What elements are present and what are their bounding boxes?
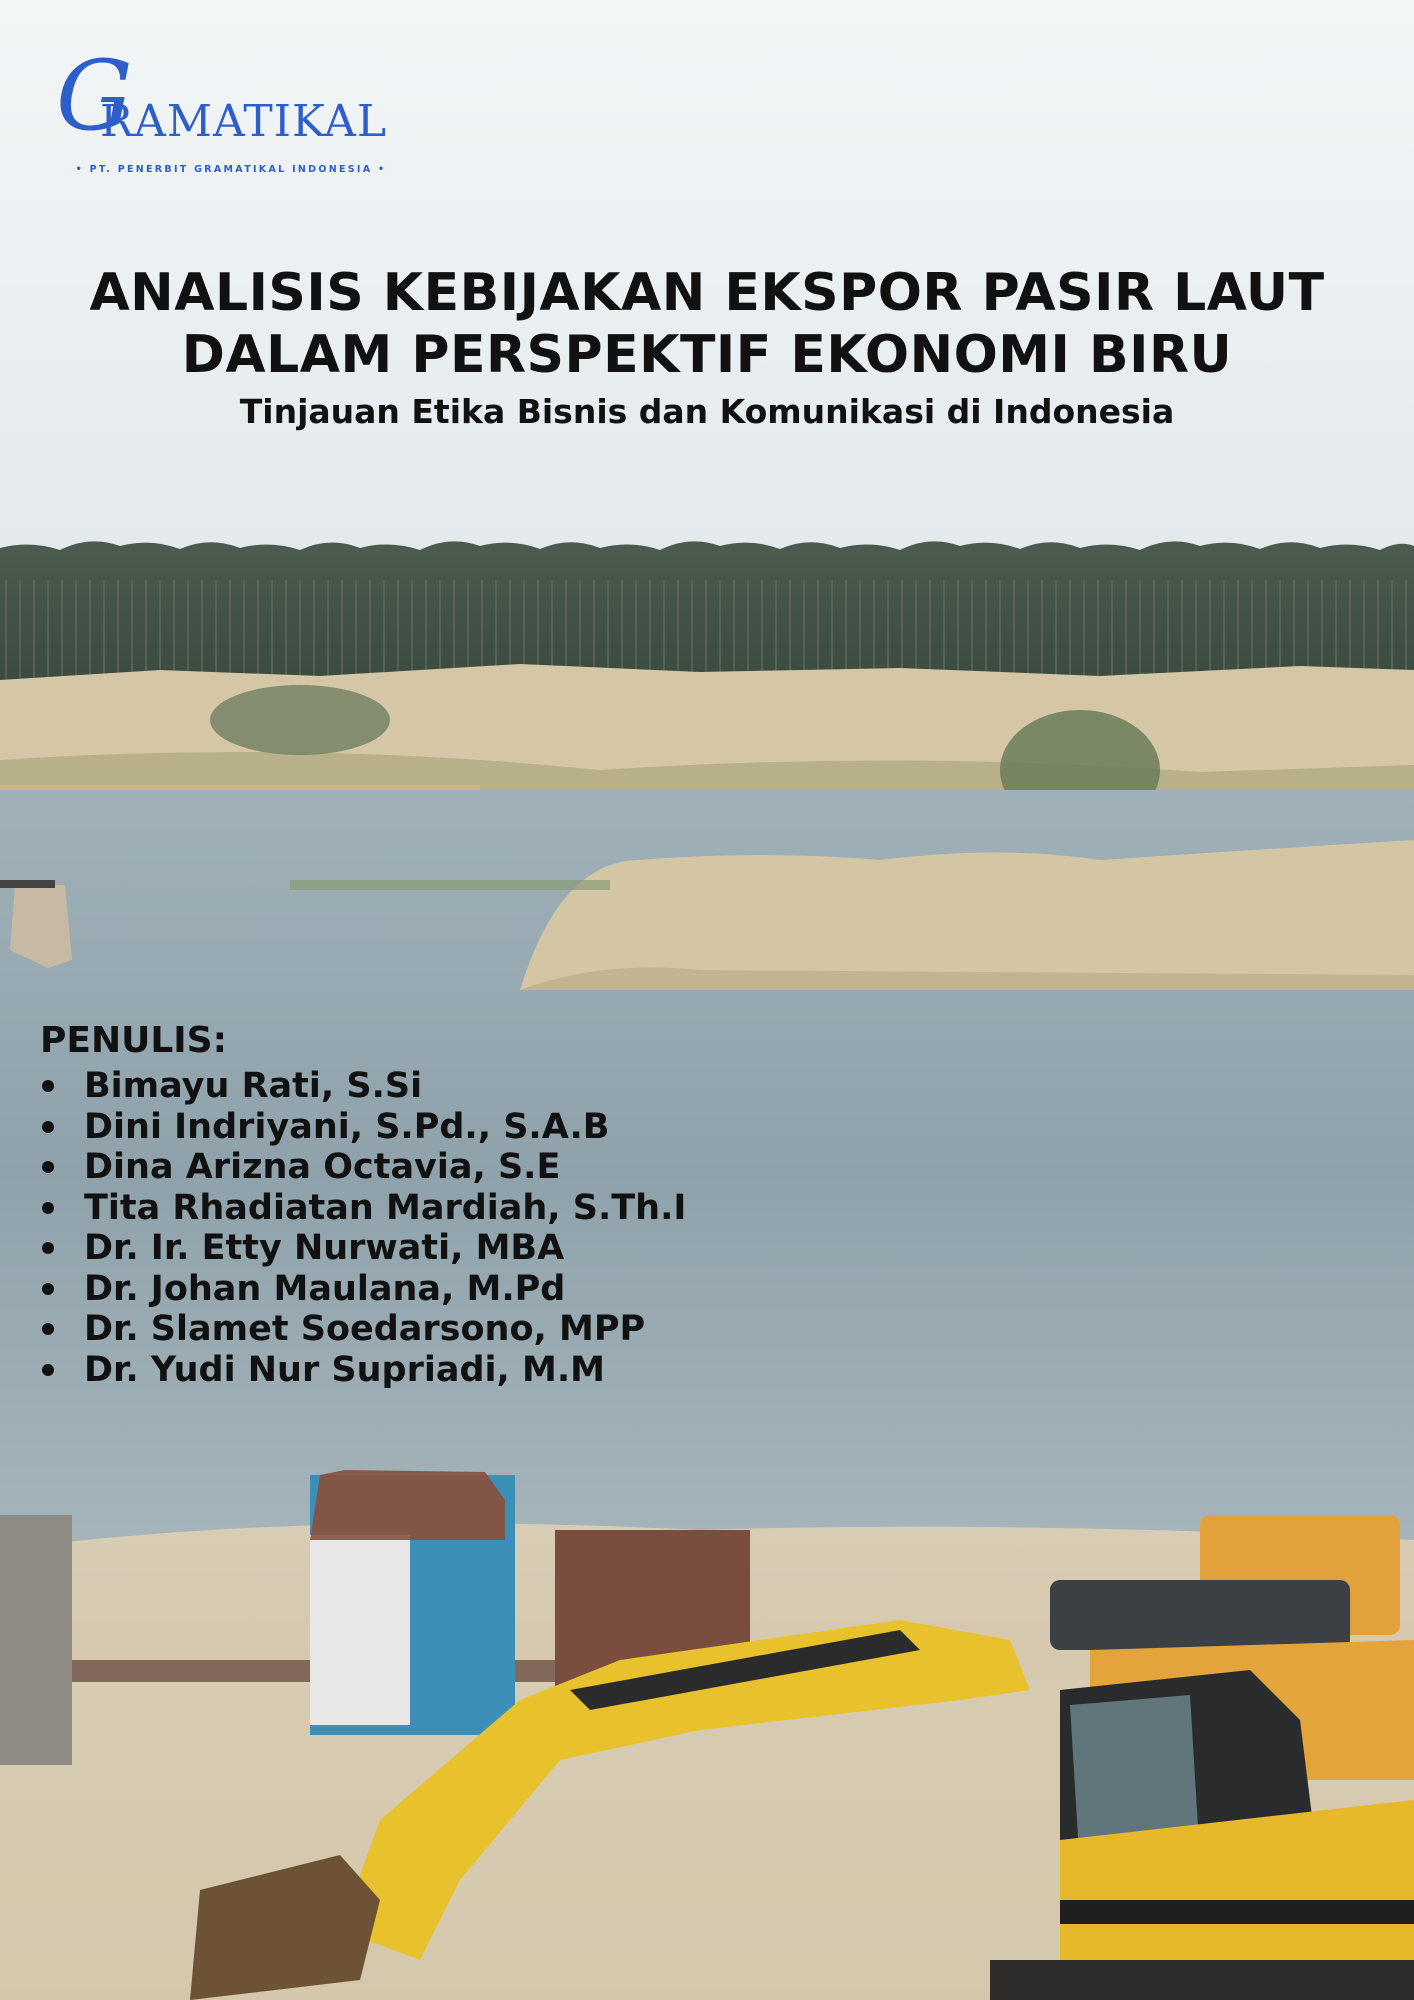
author-item (40, 1350, 686, 1391)
author-item (40, 1228, 686, 1269)
publisher-logo (56, 40, 406, 178)
bullet-icon (42, 1283, 54, 1295)
author-item (40, 1147, 686, 1188)
authors-section (40, 1018, 686, 1390)
author-name: Bimayu Rati, S.Si (84, 1066, 423, 1106)
bullet-icon (42, 1080, 54, 1092)
author-name: Dina Arizna Octavia, S.E (84, 1147, 561, 1187)
author-name: Dr. Johan Maulana, M.Pd (84, 1268, 566, 1309)
author-item (40, 1309, 686, 1350)
bullet-icon (42, 1323, 54, 1335)
title-block (0, 262, 1414, 434)
bullet-icon (42, 1161, 54, 1173)
authors-heading: PENULIS: (40, 1020, 227, 1061)
book-title-line-1: ANALISIS KEBIJAKAN EKSPOR PASIR LAUT (89, 263, 1325, 323)
bullet-icon (42, 1202, 54, 1214)
author-item (40, 1107, 686, 1148)
book-subtitle: Tinjauan Etika Bisnis dan Komunikasi di Indonesia (239, 392, 1175, 431)
logo-initial: G (56, 40, 133, 152)
authors-list (40, 1066, 686, 1390)
author-name: Dini Indriyani, S.Pd., S.A.B (84, 1106, 610, 1147)
book-title-line-2: DALAM PERSPEKTIF EKONOMI BIRU (181, 325, 1233, 385)
author-item (40, 1188, 686, 1229)
author-name: Dr. Ir. Etty Nurwati, MBA (84, 1228, 565, 1268)
logo-tagline: • PT. PENERBIT GRAMATIKAL INDONESIA • (75, 164, 387, 175)
bullet-icon (42, 1121, 54, 1133)
author-name: Dr. Slamet Soedarsono, MPP (84, 1309, 646, 1349)
author-name: Dr. Yudi Nur Supriadi, M.M (84, 1349, 605, 1390)
author-item (40, 1066, 686, 1107)
logo-wordmark: RAMATIKAL (100, 96, 388, 147)
bullet-icon (42, 1242, 54, 1254)
bullet-icon (42, 1364, 54, 1376)
author-name: Tita Rhadiatan Mardiah, S.Th.I (84, 1187, 687, 1228)
author-item (40, 1269, 686, 1310)
